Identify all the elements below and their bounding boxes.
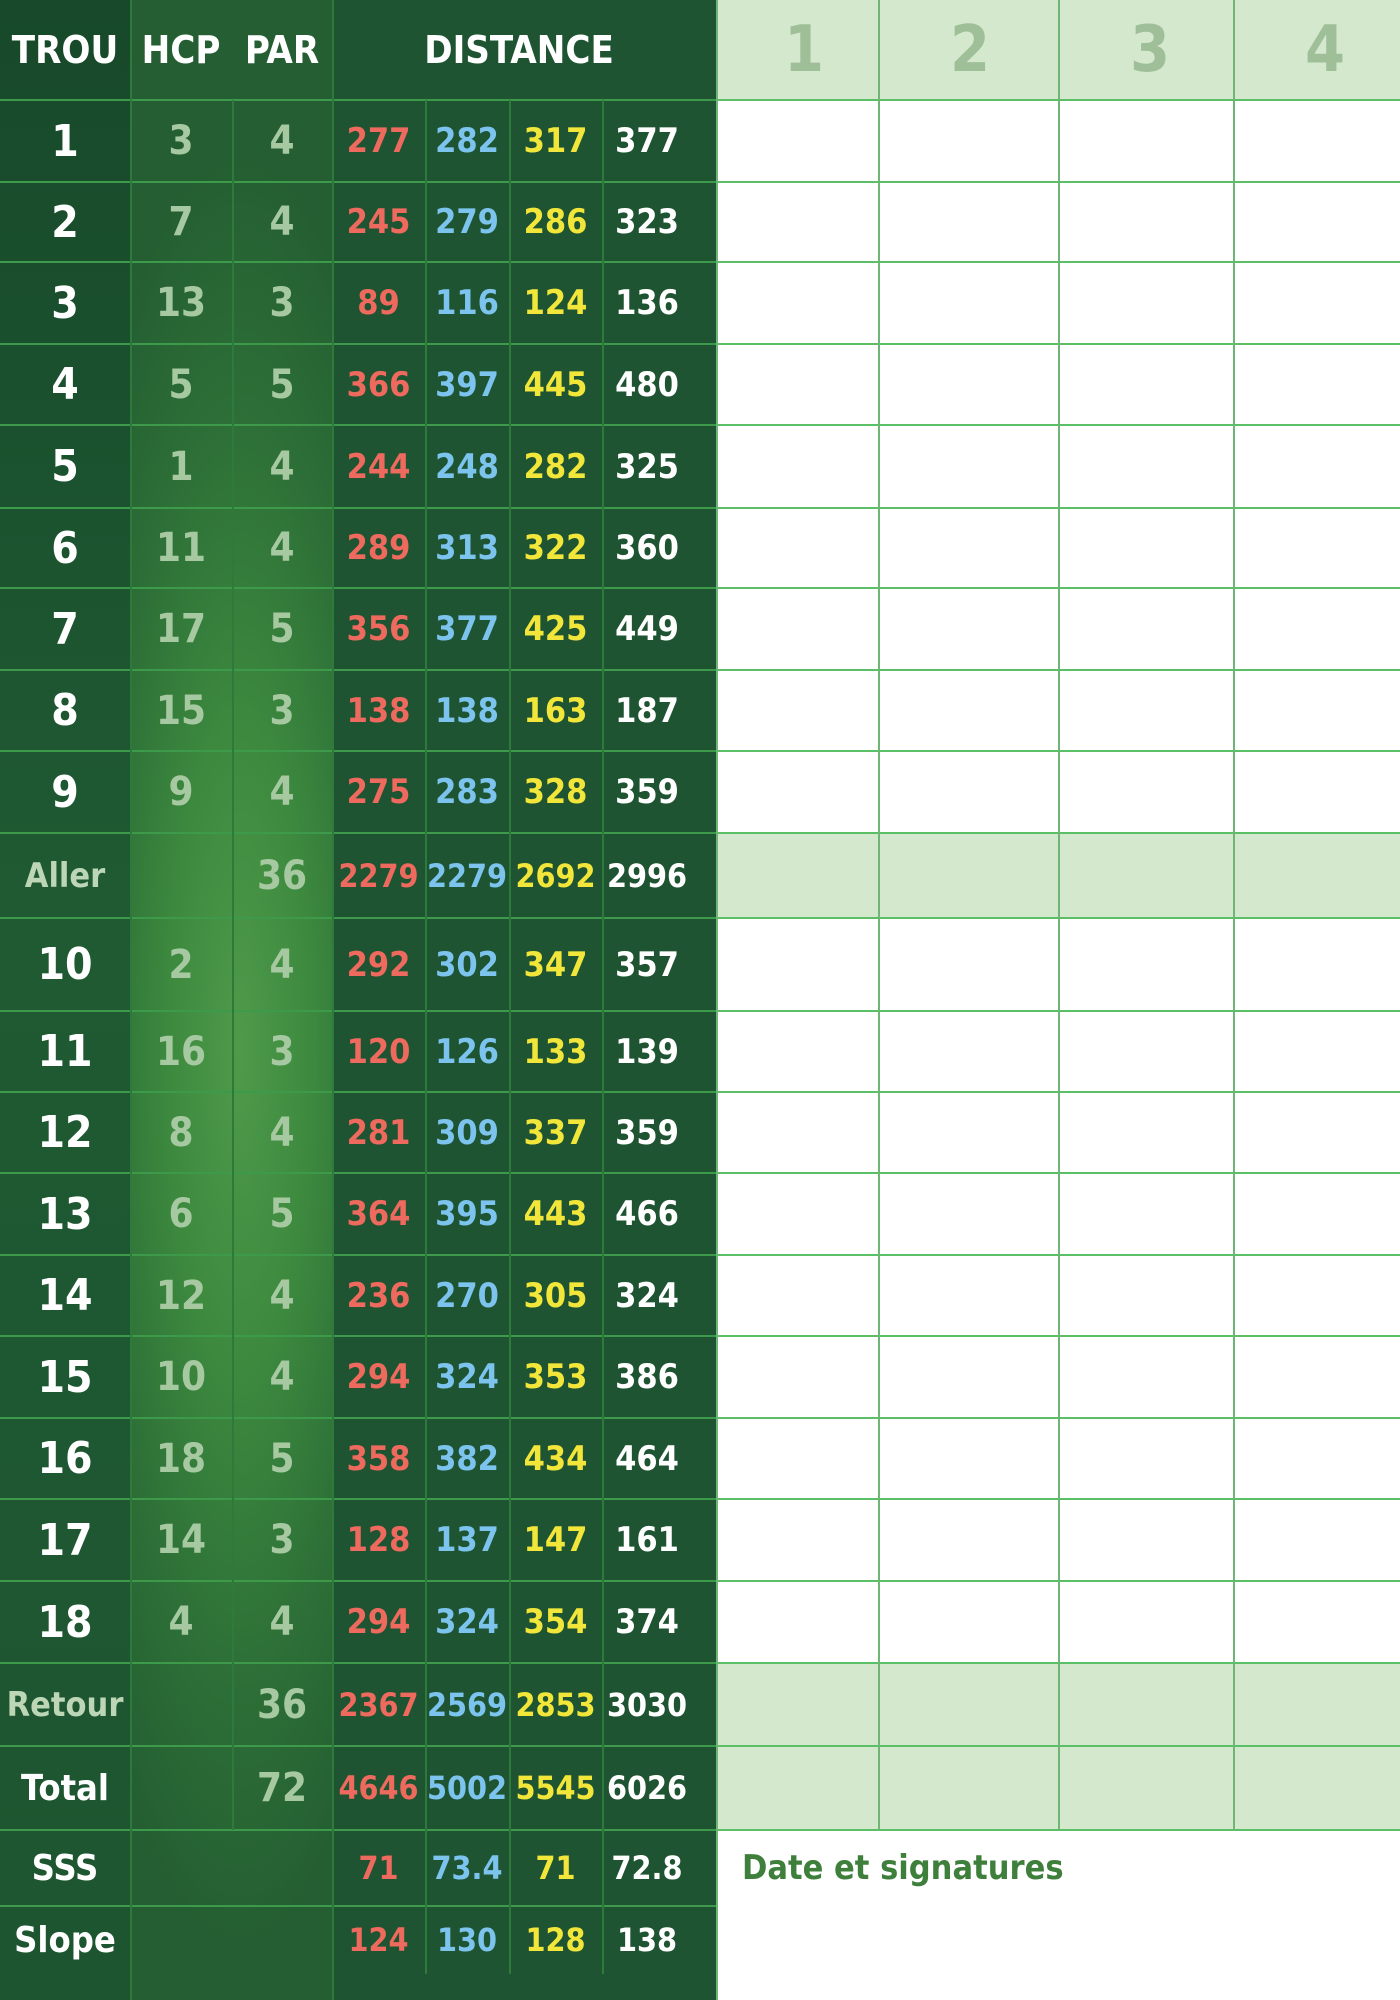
aller-distance-red: 2279 <box>338 856 419 895</box>
score-cell[interactable] <box>716 425 878 508</box>
hole-distance-blue: 395 <box>435 1194 499 1234</box>
grid-line <box>0 750 716 752</box>
score-total-cell[interactable] <box>878 1746 1058 1830</box>
score-cell[interactable] <box>1233 918 1400 1011</box>
total-distance-blue: 5002 <box>426 1769 508 1807</box>
score-cell[interactable] <box>878 1173 1058 1255</box>
hole-distance-yel: 163 <box>523 690 588 731</box>
retour-distance-yel: 2853 <box>515 1685 596 1724</box>
score-cell[interactable] <box>878 425 1058 508</box>
header-par: PAR <box>244 28 320 72</box>
player-column-3-header: 3 <box>1130 13 1171 87</box>
slope-distance-yel: 128 <box>525 1921 586 1959</box>
score-cell[interactable] <box>1233 1255 1400 1336</box>
hole-distance-wht: 325 <box>615 446 679 487</box>
score-cell[interactable] <box>878 918 1058 1011</box>
score-cell[interactable] <box>716 670 878 751</box>
hole-par: 3 <box>269 1517 295 1563</box>
score-cell[interactable] <box>716 262 878 344</box>
score-cell[interactable] <box>1058 588 1233 670</box>
grid-line <box>0 1417 716 1419</box>
hole-distance-wht: 449 <box>615 609 679 649</box>
retour-distance-red: 2367 <box>338 1685 419 1724</box>
score-cell[interactable] <box>1058 1173 1233 1255</box>
grid-line <box>0 1498 716 1500</box>
score-cell[interactable] <box>878 508 1058 588</box>
total-par: 72 <box>256 1765 308 1811</box>
sss-distance-wht: 72.8 <box>611 1849 683 1887</box>
score-cell[interactable] <box>1058 918 1233 1011</box>
hole-distance-wht: 359 <box>615 772 679 812</box>
score-total-cell[interactable] <box>1058 833 1233 918</box>
hole-hcp: 12 <box>155 1272 207 1319</box>
grid-line <box>0 1254 716 1256</box>
hole-distance-wht: 359 <box>615 1112 679 1153</box>
score-cell[interactable] <box>1058 1336 1233 1418</box>
grid-line <box>0 1580 716 1582</box>
score-cell[interactable] <box>1058 1255 1233 1336</box>
aller-label: Aller <box>24 855 106 896</box>
hole-distance-red: 281 <box>346 1112 411 1153</box>
hole-hcp: 16 <box>155 1028 207 1075</box>
score-total-cell[interactable] <box>716 1663 878 1746</box>
score-cell[interactable] <box>878 1336 1058 1418</box>
hole-distance-wht: 360 <box>615 528 679 568</box>
score-cell[interactable] <box>1233 1011 1400 1092</box>
grid-line <box>0 424 716 426</box>
hole-hcp: 2 <box>168 941 194 988</box>
score-cell[interactable] <box>1233 670 1400 751</box>
player-column-4-header: 4 <box>1305 13 1346 87</box>
hole-number: 4 <box>51 359 79 410</box>
hole-number: 18 <box>37 1596 93 1648</box>
score-cell[interactable] <box>716 1255 878 1336</box>
score-cell[interactable] <box>1058 508 1233 588</box>
hole-distance-wht: 324 <box>615 1275 679 1316</box>
hole-par: 5 <box>269 1435 295 1482</box>
grid-line <box>0 1172 716 1174</box>
hole-hcp: 18 <box>155 1435 207 1482</box>
slope-distance-blue: 130 <box>436 1921 498 1959</box>
sss-label: SSS <box>31 1847 99 1889</box>
score-cell[interactable] <box>1233 182 1400 262</box>
aller-distance-wht: 2996 <box>606 856 688 895</box>
hole-distance-yel: 147 <box>523 1520 588 1560</box>
grid-line <box>0 1010 716 1012</box>
hole-par: 4 <box>269 1272 295 1319</box>
hole-hcp: 6 <box>168 1191 194 1237</box>
score-cell[interactable] <box>1058 344 1233 425</box>
grid-line <box>0 99 716 101</box>
aller-distance-blue: 2279 <box>426 856 508 895</box>
hole-hcp: 7 <box>168 199 194 245</box>
score-cell[interactable] <box>1058 1418 1233 1499</box>
retour-distance-blue: 2569 <box>426 1685 508 1724</box>
hole-par: 5 <box>269 606 295 652</box>
hole-distance-blue: 382 <box>435 1438 499 1479</box>
slope-distance-red: 124 <box>348 1921 409 1959</box>
score-total-cell[interactable] <box>716 1746 878 1830</box>
score-cell[interactable] <box>716 918 878 1011</box>
hole-number: 8 <box>51 685 79 736</box>
hole-distance-wht: 161 <box>615 1520 679 1560</box>
hole-distance-red: 128 <box>346 1520 411 1560</box>
hole-distance-yel: 445 <box>523 364 588 405</box>
grid-line <box>130 0 132 2000</box>
total-distance-red: 4646 <box>338 1769 419 1807</box>
hole-distance-wht: 136 <box>615 283 679 323</box>
hole-distance-wht: 377 <box>615 121 679 161</box>
score-cell[interactable] <box>878 182 1058 262</box>
hole-distance-yel: 282 <box>523 446 588 487</box>
hole-distance-red: 364 <box>346 1194 411 1234</box>
hole-distance-blue: 397 <box>435 364 499 405</box>
hole-hcp: 15 <box>155 687 207 734</box>
hole-par: 4 <box>269 199 295 245</box>
hole-distance-blue: 324 <box>435 1357 499 1397</box>
hole-distance-wht: 357 <box>615 944 679 985</box>
score-cell[interactable] <box>1058 1499 1233 1581</box>
hole-number: 14 <box>37 1270 93 1321</box>
hole-hcp: 4 <box>168 1599 194 1645</box>
score-cell[interactable] <box>1233 588 1400 670</box>
hole-distance-blue: 279 <box>435 202 499 242</box>
hole-distance-red: 236 <box>346 1275 411 1316</box>
hole-distance-red: 366 <box>346 364 411 405</box>
grid-line <box>0 587 716 589</box>
score-cell[interactable] <box>716 751 878 833</box>
score-cell[interactable] <box>1058 100 1233 182</box>
total-distance-yel: 5545 <box>515 1769 596 1807</box>
score-cell[interactable] <box>1058 182 1233 262</box>
hole-number: 3 <box>51 277 79 329</box>
score-cell[interactable] <box>878 1011 1058 1092</box>
hole-distance-blue: 126 <box>435 1031 499 1072</box>
hole-number: 16 <box>37 1433 93 1484</box>
hole-distance-red: 356 <box>346 609 411 649</box>
hole-par: 4 <box>269 1599 295 1645</box>
hole-par: 3 <box>269 1028 295 1075</box>
hole-distance-yel: 353 <box>523 1357 588 1397</box>
slope-distance-wht: 138 <box>616 1921 678 1959</box>
hole-distance-blue: 324 <box>435 1602 499 1642</box>
total-label: Total <box>21 1767 109 1809</box>
hole-distance-red: 89 <box>357 283 400 323</box>
hole-distance-yel: 354 <box>523 1602 588 1642</box>
score-total-cell[interactable] <box>1058 1663 1233 1746</box>
hole-number: 15 <box>37 1351 93 1403</box>
hole-number: 13 <box>37 1188 93 1240</box>
hole-number: 12 <box>37 1107 93 1158</box>
score-cell[interactable] <box>1233 1092 1400 1173</box>
hole-hcp: 17 <box>155 606 207 652</box>
player-column-1-header: 1 <box>784 13 825 87</box>
hole-distance-red: 138 <box>346 690 411 731</box>
hole-distance-blue: 138 <box>435 690 499 731</box>
grid-line <box>0 917 716 919</box>
hole-distance-red: 289 <box>346 528 411 568</box>
score-cell[interactable] <box>716 1499 878 1581</box>
hole-distance-blue: 248 <box>435 446 499 487</box>
hole-distance-yel: 434 <box>523 1438 588 1479</box>
hole-distance-red: 275 <box>346 772 411 812</box>
hole-par: 3 <box>269 687 295 734</box>
hole-distance-yel: 317 <box>523 121 588 161</box>
grid-line <box>425 100 427 1974</box>
grid-line <box>1058 0 1060 1830</box>
hole-number: 5 <box>51 441 79 492</box>
hole-distance-blue: 283 <box>435 772 499 812</box>
grid-line <box>716 0 718 2000</box>
score-cell[interactable] <box>1233 262 1400 344</box>
score-total-cell[interactable] <box>716 833 878 918</box>
score-cell[interactable] <box>1233 508 1400 588</box>
score-cell[interactable] <box>878 1581 1058 1663</box>
hole-par: 4 <box>269 1109 295 1156</box>
grid-line <box>509 100 511 1974</box>
score-cell[interactable] <box>878 1499 1058 1581</box>
score-cell[interactable] <box>716 1581 878 1663</box>
hole-number: 10 <box>37 939 93 990</box>
hole-distance-red: 294 <box>346 1357 411 1397</box>
hole-hcp: 14 <box>155 1517 207 1563</box>
score-cell[interactable] <box>1058 751 1233 833</box>
hole-distance-yel: 425 <box>523 609 588 649</box>
hole-distance-wht: 374 <box>615 1602 679 1642</box>
hole-distance-yel: 443 <box>523 1194 588 1234</box>
grid-line <box>0 1091 716 1093</box>
score-cell[interactable] <box>716 182 878 262</box>
score-cell[interactable] <box>878 1092 1058 1173</box>
hole-number: 9 <box>51 766 79 818</box>
score-cell[interactable] <box>1233 1173 1400 1255</box>
player-column-2-header: 2 <box>950 13 991 87</box>
grid-line <box>878 0 880 1830</box>
score-total-cell[interactable] <box>1233 833 1400 918</box>
hole-hcp: 11 <box>155 525 207 571</box>
hole-distance-red: 294 <box>346 1602 411 1642</box>
score-cell[interactable] <box>716 1011 878 1092</box>
hole-par: 4 <box>269 118 295 164</box>
grid-line <box>232 100 234 1830</box>
score-cell[interactable] <box>716 1336 878 1418</box>
score-cell[interactable] <box>878 100 1058 182</box>
score-cell[interactable] <box>878 588 1058 670</box>
retour-par: 36 <box>256 1681 308 1728</box>
hole-number: 1 <box>51 115 79 167</box>
score-cell[interactable] <box>878 262 1058 344</box>
score-cell[interactable] <box>1058 425 1233 508</box>
score-cell[interactable] <box>1233 1336 1400 1418</box>
grid-line <box>0 1745 716 1747</box>
aller-par: 36 <box>256 852 308 899</box>
score-cell[interactable] <box>1058 670 1233 751</box>
score-cell[interactable] <box>716 508 878 588</box>
score-cell[interactable] <box>878 1255 1058 1336</box>
score-total-cell[interactable] <box>878 1663 1058 1746</box>
hole-distance-yel: 124 <box>523 283 588 323</box>
date-signatures-label: Date et signatures <box>742 1848 1064 1888</box>
score-cell[interactable] <box>716 588 878 670</box>
score-cell[interactable] <box>1233 1418 1400 1499</box>
grid-line <box>602 100 604 1974</box>
hole-distance-wht: 464 <box>615 1438 679 1479</box>
retour-label: Retour <box>6 1684 124 1725</box>
hole-hcp: 9 <box>168 769 194 815</box>
header-hcp: HCP <box>141 28 221 72</box>
score-cell[interactable] <box>878 1418 1058 1499</box>
sss-distance-blue: 73.4 <box>431 1849 503 1887</box>
hole-distance-yel: 305 <box>523 1275 588 1316</box>
hole-distance-blue: 116 <box>435 283 499 323</box>
hole-distance-yel: 347 <box>523 944 588 985</box>
score-total-cell[interactable] <box>1233 1746 1400 1830</box>
hole-distance-red: 245 <box>346 202 411 242</box>
grid-line <box>0 1335 716 1337</box>
hole-par: 4 <box>269 443 295 490</box>
hole-distance-wht: 480 <box>615 364 679 405</box>
score-cell[interactable] <box>878 751 1058 833</box>
hole-hcp: 8 <box>168 1109 194 1156</box>
hole-distance-blue: 282 <box>435 121 499 161</box>
hole-distance-red: 358 <box>346 1438 411 1479</box>
total-distance-wht: 6026 <box>606 1769 688 1807</box>
hole-number: 11 <box>37 1026 93 1077</box>
sss-distance-yel: 71 <box>535 1849 576 1887</box>
grid-line <box>1233 0 1235 1830</box>
hole-distance-yel: 322 <box>523 528 588 568</box>
hole-distance-blue: 377 <box>435 609 499 649</box>
hole-par: 4 <box>269 769 295 815</box>
score-cell[interactable] <box>1233 100 1400 182</box>
grid-line <box>332 0 334 2000</box>
hole-distance-red: 244 <box>346 446 411 487</box>
sss-distance-red: 71 <box>358 1849 399 1887</box>
score-cell[interactable] <box>716 100 878 182</box>
score-cell[interactable] <box>1233 1499 1400 1581</box>
hole-hcp: 1 <box>168 443 194 490</box>
hole-par: 4 <box>269 1354 295 1400</box>
hole-distance-yel: 337 <box>523 1112 588 1153</box>
score-cell[interactable] <box>878 670 1058 751</box>
retour-distance-wht: 3030 <box>606 1685 688 1724</box>
score-cell[interactable] <box>1233 1581 1400 1663</box>
hole-distance-blue: 302 <box>435 944 499 985</box>
grid-line <box>0 343 716 345</box>
hole-distance-wht: 323 <box>615 202 679 242</box>
score-cell[interactable] <box>716 1173 878 1255</box>
slope-label: Slope <box>14 1919 116 1961</box>
grid-line <box>0 261 716 263</box>
header-trou: TROU <box>11 28 119 72</box>
hole-distance-wht: 386 <box>615 1357 679 1397</box>
grid-line <box>0 1829 716 1831</box>
score-cell[interactable] <box>1233 751 1400 833</box>
score-total-cell[interactable] <box>1058 1746 1233 1830</box>
score-cell[interactable] <box>1058 1581 1233 1663</box>
hole-par: 5 <box>269 1191 295 1237</box>
hole-distance-wht: 139 <box>615 1031 679 1072</box>
score-cell[interactable] <box>1233 425 1400 508</box>
score-cell[interactable] <box>1058 262 1233 344</box>
hole-par: 4 <box>269 525 295 571</box>
hole-hcp: 3 <box>168 118 194 164</box>
score-cell[interactable] <box>716 1418 878 1499</box>
hole-number: 2 <box>51 196 79 248</box>
hole-distance-red: 292 <box>346 944 411 985</box>
score-cell[interactable] <box>1058 1011 1233 1092</box>
score-total-cell[interactable] <box>1233 1663 1400 1746</box>
score-cell[interactable] <box>716 344 878 425</box>
hole-distance-red: 120 <box>346 1031 411 1072</box>
hole-distance-yel: 328 <box>523 772 588 812</box>
hole-hcp: 10 <box>155 1354 207 1400</box>
hole-distance-yel: 133 <box>523 1031 588 1072</box>
hole-distance-blue: 137 <box>435 1520 499 1560</box>
grid-line <box>0 832 716 834</box>
hole-distance-blue: 270 <box>435 1275 499 1316</box>
hole-distance-yel: 286 <box>523 202 588 242</box>
grid-line <box>0 1662 716 1664</box>
grid-line <box>0 669 716 671</box>
hole-number: 17 <box>37 1514 93 1566</box>
grid-line <box>0 507 716 509</box>
hole-distance-wht: 466 <box>615 1194 679 1234</box>
score-cell[interactable] <box>1058 1092 1233 1173</box>
hole-distance-wht: 187 <box>615 690 679 731</box>
hole-hcp: 5 <box>168 361 194 408</box>
score-cell[interactable] <box>716 1092 878 1173</box>
aller-distance-yel: 2692 <box>515 856 596 895</box>
grid-line <box>0 181 716 183</box>
grid-line <box>0 1905 716 1907</box>
score-cell[interactable] <box>1233 344 1400 425</box>
hole-par: 4 <box>269 941 295 988</box>
hole-par: 5 <box>269 361 295 408</box>
hole-par: 3 <box>269 280 295 326</box>
hole-number: 7 <box>51 603 79 655</box>
hole-distance-red: 277 <box>346 121 411 161</box>
score-total-cell[interactable] <box>878 833 1058 918</box>
hole-hcp: 13 <box>155 280 207 326</box>
header-distance: DISTANCE <box>424 28 614 72</box>
hole-distance-blue: 313 <box>435 528 499 568</box>
hole-number: 6 <box>51 522 79 574</box>
hole-distance-blue: 309 <box>435 1112 499 1153</box>
score-cell[interactable] <box>878 344 1058 425</box>
